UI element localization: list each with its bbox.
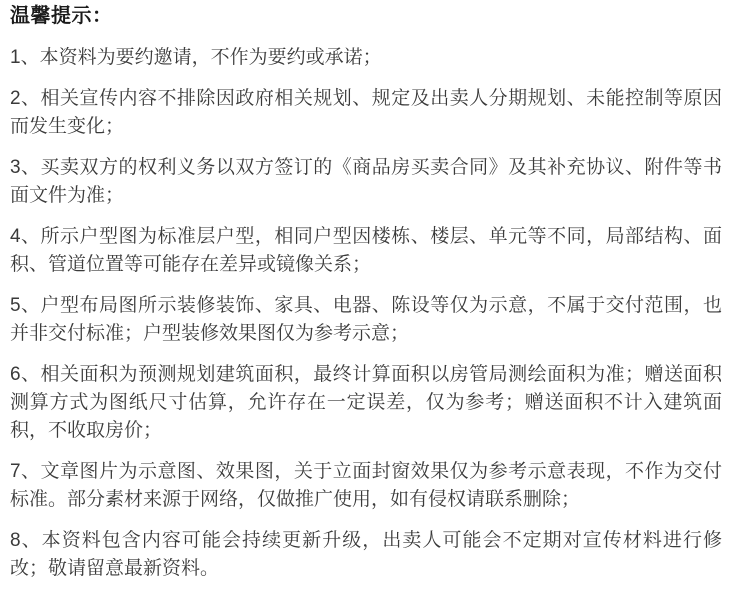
notice-item-8: 8、本资料包含内容可能会持续更新升级，出卖人可能会不定期对宣传材料进行修改；敬请留意最新资料。 xyxy=(10,530,722,579)
notice-item-5: 5、户型布局图所示装修装饰、家具、电器、陈设等仅为示意，不属于交付范围，也并非交付标准；户型装修效果图仅为参考示意； xyxy=(10,295,722,344)
notice-item-7: 7、文章图片为示意图、效果图，关于立面封窗效果仅为参考示意表现，不作为交付标准。部分素材来源于网络，仅做推广使用，如有侵权请联系删除； xyxy=(10,461,722,510)
notice-item-1: 1、本资料为要约邀请，不作为要约或承诺； xyxy=(10,47,382,68)
notice-title: 温馨提示： xyxy=(10,5,113,27)
notice-item-4: 4、所示户型图为标准层户型，相同户型因楼栋、楼层、单元等不同，局部结构、面积、管道位置等可能存在差异或镜像关系； xyxy=(10,226,722,275)
notice-item-3: 3、买卖双方的权利义务以双方签订的《商品房买卖合同》及其补充协议、附件等书面文件为准； xyxy=(10,157,722,206)
notice-item-2: 2、相关宣传内容不排除因政府相关规划、规定及出卖人分期规划、未能控制等原因而发生变化； xyxy=(10,88,722,137)
notice-item-6: 6、相关面积为预测规划建筑面积，最终计算面积以房管局测绘面积为准；赠送面积测算方式为图纸尺寸估算，允许存在一定误差，仅为参考；赠送面积不计入建筑面积，不收取房价； xyxy=(10,364,722,441)
